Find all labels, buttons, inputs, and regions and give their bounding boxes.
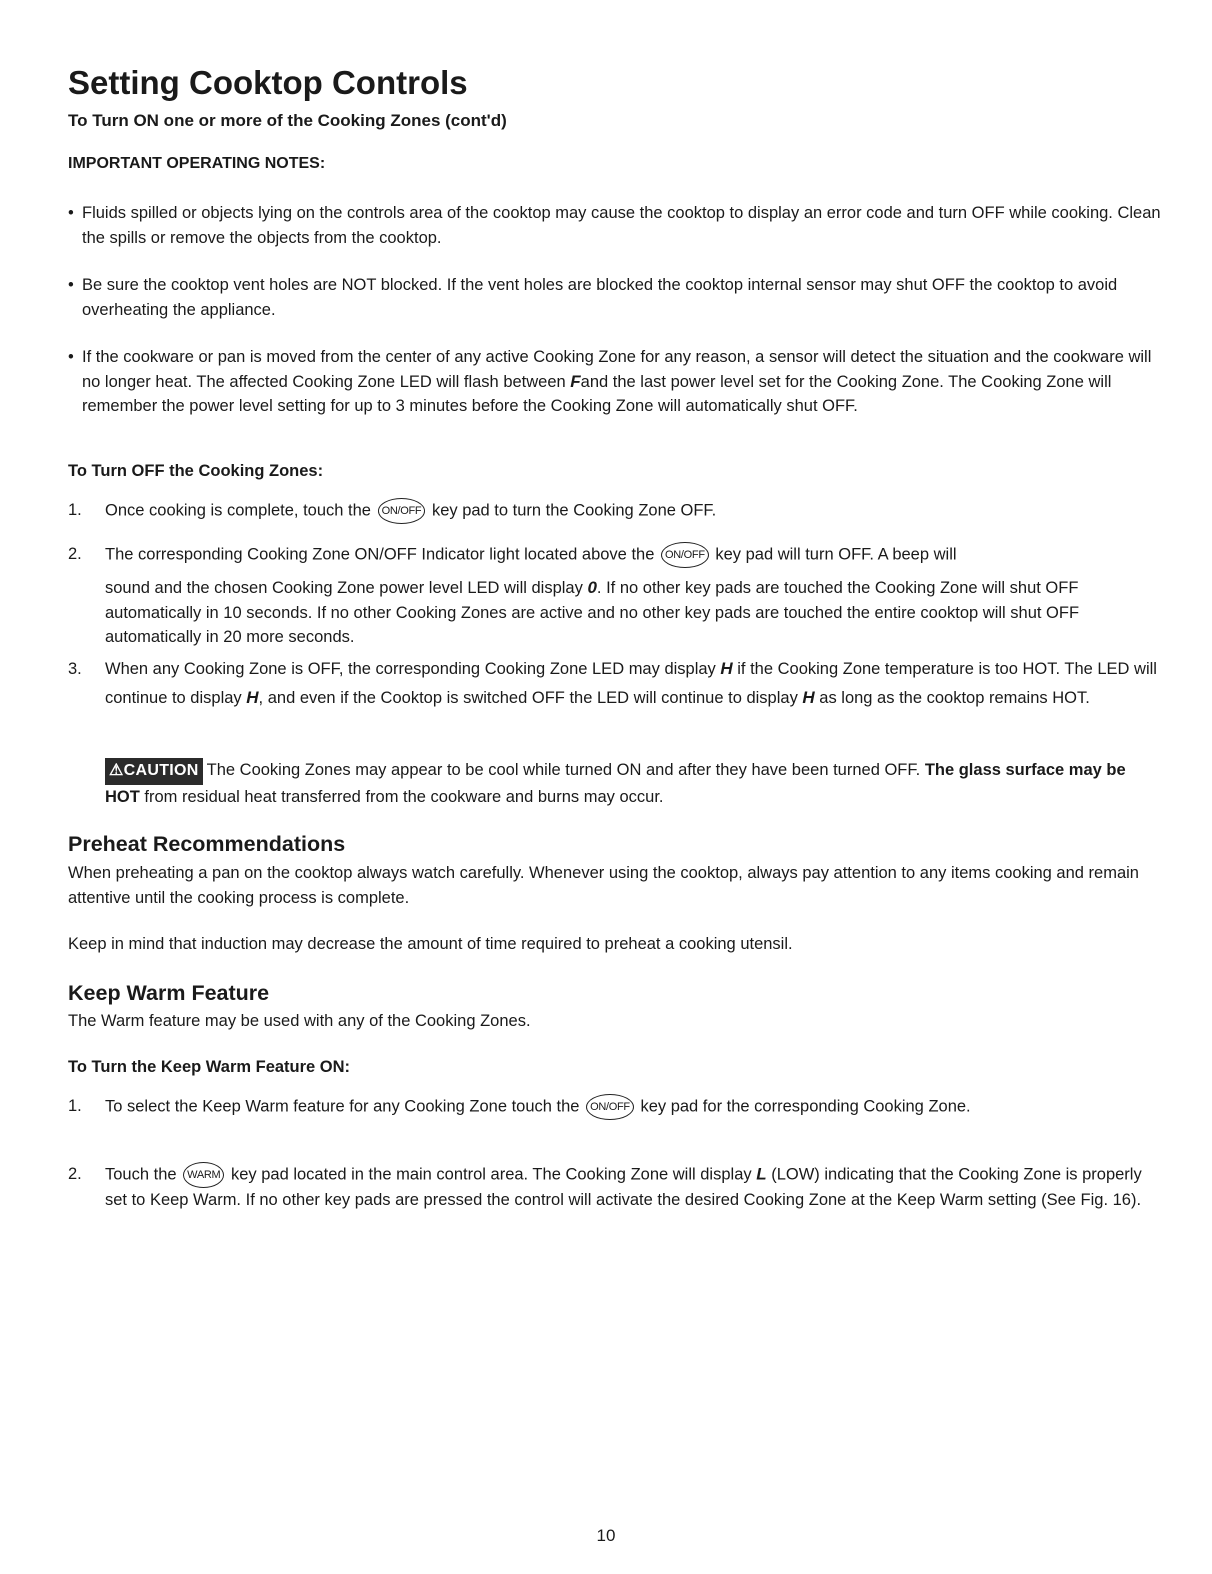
turn-off-step-3 xyxy=(68,655,1158,712)
page-subtitle: To Turn ON one or more of the Cooking Zones (cont'd) xyxy=(68,111,507,130)
note-text: and the last power level set for the Cooking Zone. The Cooking Zone will remember the power level setting for up to 3 minutes before the Cooking Zone will automatically shut OFF. xyxy=(82,372,1112,415)
step-text: sound and the chosen Cooking Zone power level LED will display xyxy=(105,579,588,597)
keep-warm-intro: The Warm feature may be used with any of the Cooking Zones. xyxy=(68,1012,531,1030)
led-letter-h: H xyxy=(802,687,815,707)
preheat-paragraph-2: Keep in mind that induction may decrease the amount of time required to preheat a cooking utensil. xyxy=(68,935,793,953)
led-letter-h: H xyxy=(246,687,259,707)
caution-badge-icon: ⚠CAUTION xyxy=(105,758,203,785)
led-letter-h: H xyxy=(720,659,733,678)
page-number: 10 xyxy=(596,1526,616,1545)
step-text: key pad to turn the Cooking Zone OFF. xyxy=(431,501,717,520)
step-text: key pad located in the main control area. The Cooking Zone will display xyxy=(230,1165,757,1184)
notes-heading: IMPORTANT OPERATING NOTES: xyxy=(68,155,326,172)
on-off-key-icon: ON/OFF xyxy=(661,542,709,568)
step-number: 1. xyxy=(68,1097,82,1115)
step-number: 2. xyxy=(68,545,82,563)
note-text: Fluids spilled or objects lying on the controls area of the cooktop may cause the cooktop to display an error code and turn OFF while cooking. Clean the spills or remove the objects from the cooktop. xyxy=(82,204,1161,247)
on-off-key-icon: ON/OFF xyxy=(378,498,426,524)
step-text: key pad for the corresponding Cooking Zone. xyxy=(640,1097,971,1116)
step-text: as long as the cooktop remains HOT. xyxy=(814,688,1090,707)
step-text: To select the Keep Warm feature for any Cooking Zone touch the xyxy=(105,1097,580,1116)
caution-bold-text: The glass surface may be HOT xyxy=(105,761,1126,806)
led-letter-0: 0 xyxy=(587,578,597,597)
note-text: Be sure the cooktop vent holes are NOT blocked. If the vent holes are blocked the cooktop internal sensor may shut OFF the cooktop to avoid overheating the appliance. xyxy=(82,276,1118,319)
note-bullet-3: • If the cookware or pan is moved from the center of any active Cooking Zone for any reason, a sensor will detect the situation and the cookware will no longer heat. The affected Cooking Zone LED will flash between Fand the last power level set for the Cooking Zone. The Cooking Zone will remember the power level setting for up to 3 minutes before the Cooking Zone will automatically shut OFF. xyxy=(68,348,1152,415)
caution-text: from residual heat transferred from the cookware and burns may occur. xyxy=(139,787,664,806)
warm-key-icon: WARM xyxy=(183,1162,224,1188)
keep-warm-step-1 xyxy=(68,1094,1158,1120)
on-off-key-icon: ON/OFF xyxy=(586,1094,634,1120)
keep-warm-heading: To Turn the Keep Warm Feature ON: xyxy=(68,1058,351,1076)
note-bullet-2: • Be sure the cooktop vent holes are NOT blocked. If the vent holes are blocked the cooktop internal sensor may shut OFF the cooktop to avoid overheating the appliance. xyxy=(68,276,1118,319)
page-title: Setting Cooktop Controls xyxy=(68,64,468,101)
caution-text: The Cooking Zones may appear to be cool while turned ON and after they have been turned OFF. xyxy=(206,761,925,779)
turn-off-step-1 xyxy=(68,498,1158,524)
turn-off-heading: To Turn OFF the Cooking Zones: xyxy=(68,462,324,480)
step-text: When any Cooking Zone is OFF, the corresponding Cooking Zone LED may display xyxy=(105,660,721,678)
step-text: . If no other key pads are touched the Cooking Zone will shut OFF automatically in 10 seconds. If no other Cooking Zones are active and no other key pads are touched the entire cooktop will shut OFF automatically in 20 more seconds. xyxy=(105,579,1080,646)
step-text: The corresponding Cooking Zone ON/OFF Indicator light located above the xyxy=(105,545,655,564)
step-text: key pad will turn OFF. A beep will xyxy=(715,545,957,564)
step-text: (LOW) indicating that the Cooking Zone is properly set to Keep Warm. If no other key pads are pressed the control will activate the desired Cooking Zone at the Keep Warm setting (See Fig. 16). xyxy=(105,1165,1142,1209)
caution-notice xyxy=(105,758,1145,809)
step-number: 1. xyxy=(68,501,82,519)
keep-warm-step-2 xyxy=(68,1162,1158,1213)
step-text: Once cooking is complete, touch the xyxy=(105,501,371,520)
step-number: 3. xyxy=(68,660,82,678)
step-text: , and even if the Cooktop is switched OFF the LED will continue to display xyxy=(258,688,803,707)
note-text: If the cookware or pan is moved from the center of any active Cooking Zone for any reason, a sensor will detect the situation and the cookware will no longer heat. The affected Cooking Zone LED will flash between xyxy=(82,348,1152,391)
note-bullet-1: • Fluids spilled or objects lying on the controls area of the cooktop may cause the cooktop to display an error code and turn OFF while cooking. Clean the spills or remove the objects from the cooktop. xyxy=(68,204,1161,247)
step-number: 2. xyxy=(68,1165,82,1183)
led-letter-f: F xyxy=(570,371,581,391)
turn-off-step-2 xyxy=(68,542,1158,650)
preheat-paragraph-1: When preheating a pan on the cooktop always watch carefully. Whenever using the cooktop, always pay attention to any items cooking and remain attentive until the cooking process is complete. xyxy=(68,864,1139,907)
step-text: Touch the xyxy=(105,1165,177,1184)
step-text: if the Cooking Zone temperature is too HOT. The LED will continue to display xyxy=(105,660,1157,707)
preheat-title: Preheat Recommendations xyxy=(68,832,346,856)
keep-warm-title: Keep Warm Feature xyxy=(68,981,270,1005)
led-letter-l: L xyxy=(756,1164,767,1184)
